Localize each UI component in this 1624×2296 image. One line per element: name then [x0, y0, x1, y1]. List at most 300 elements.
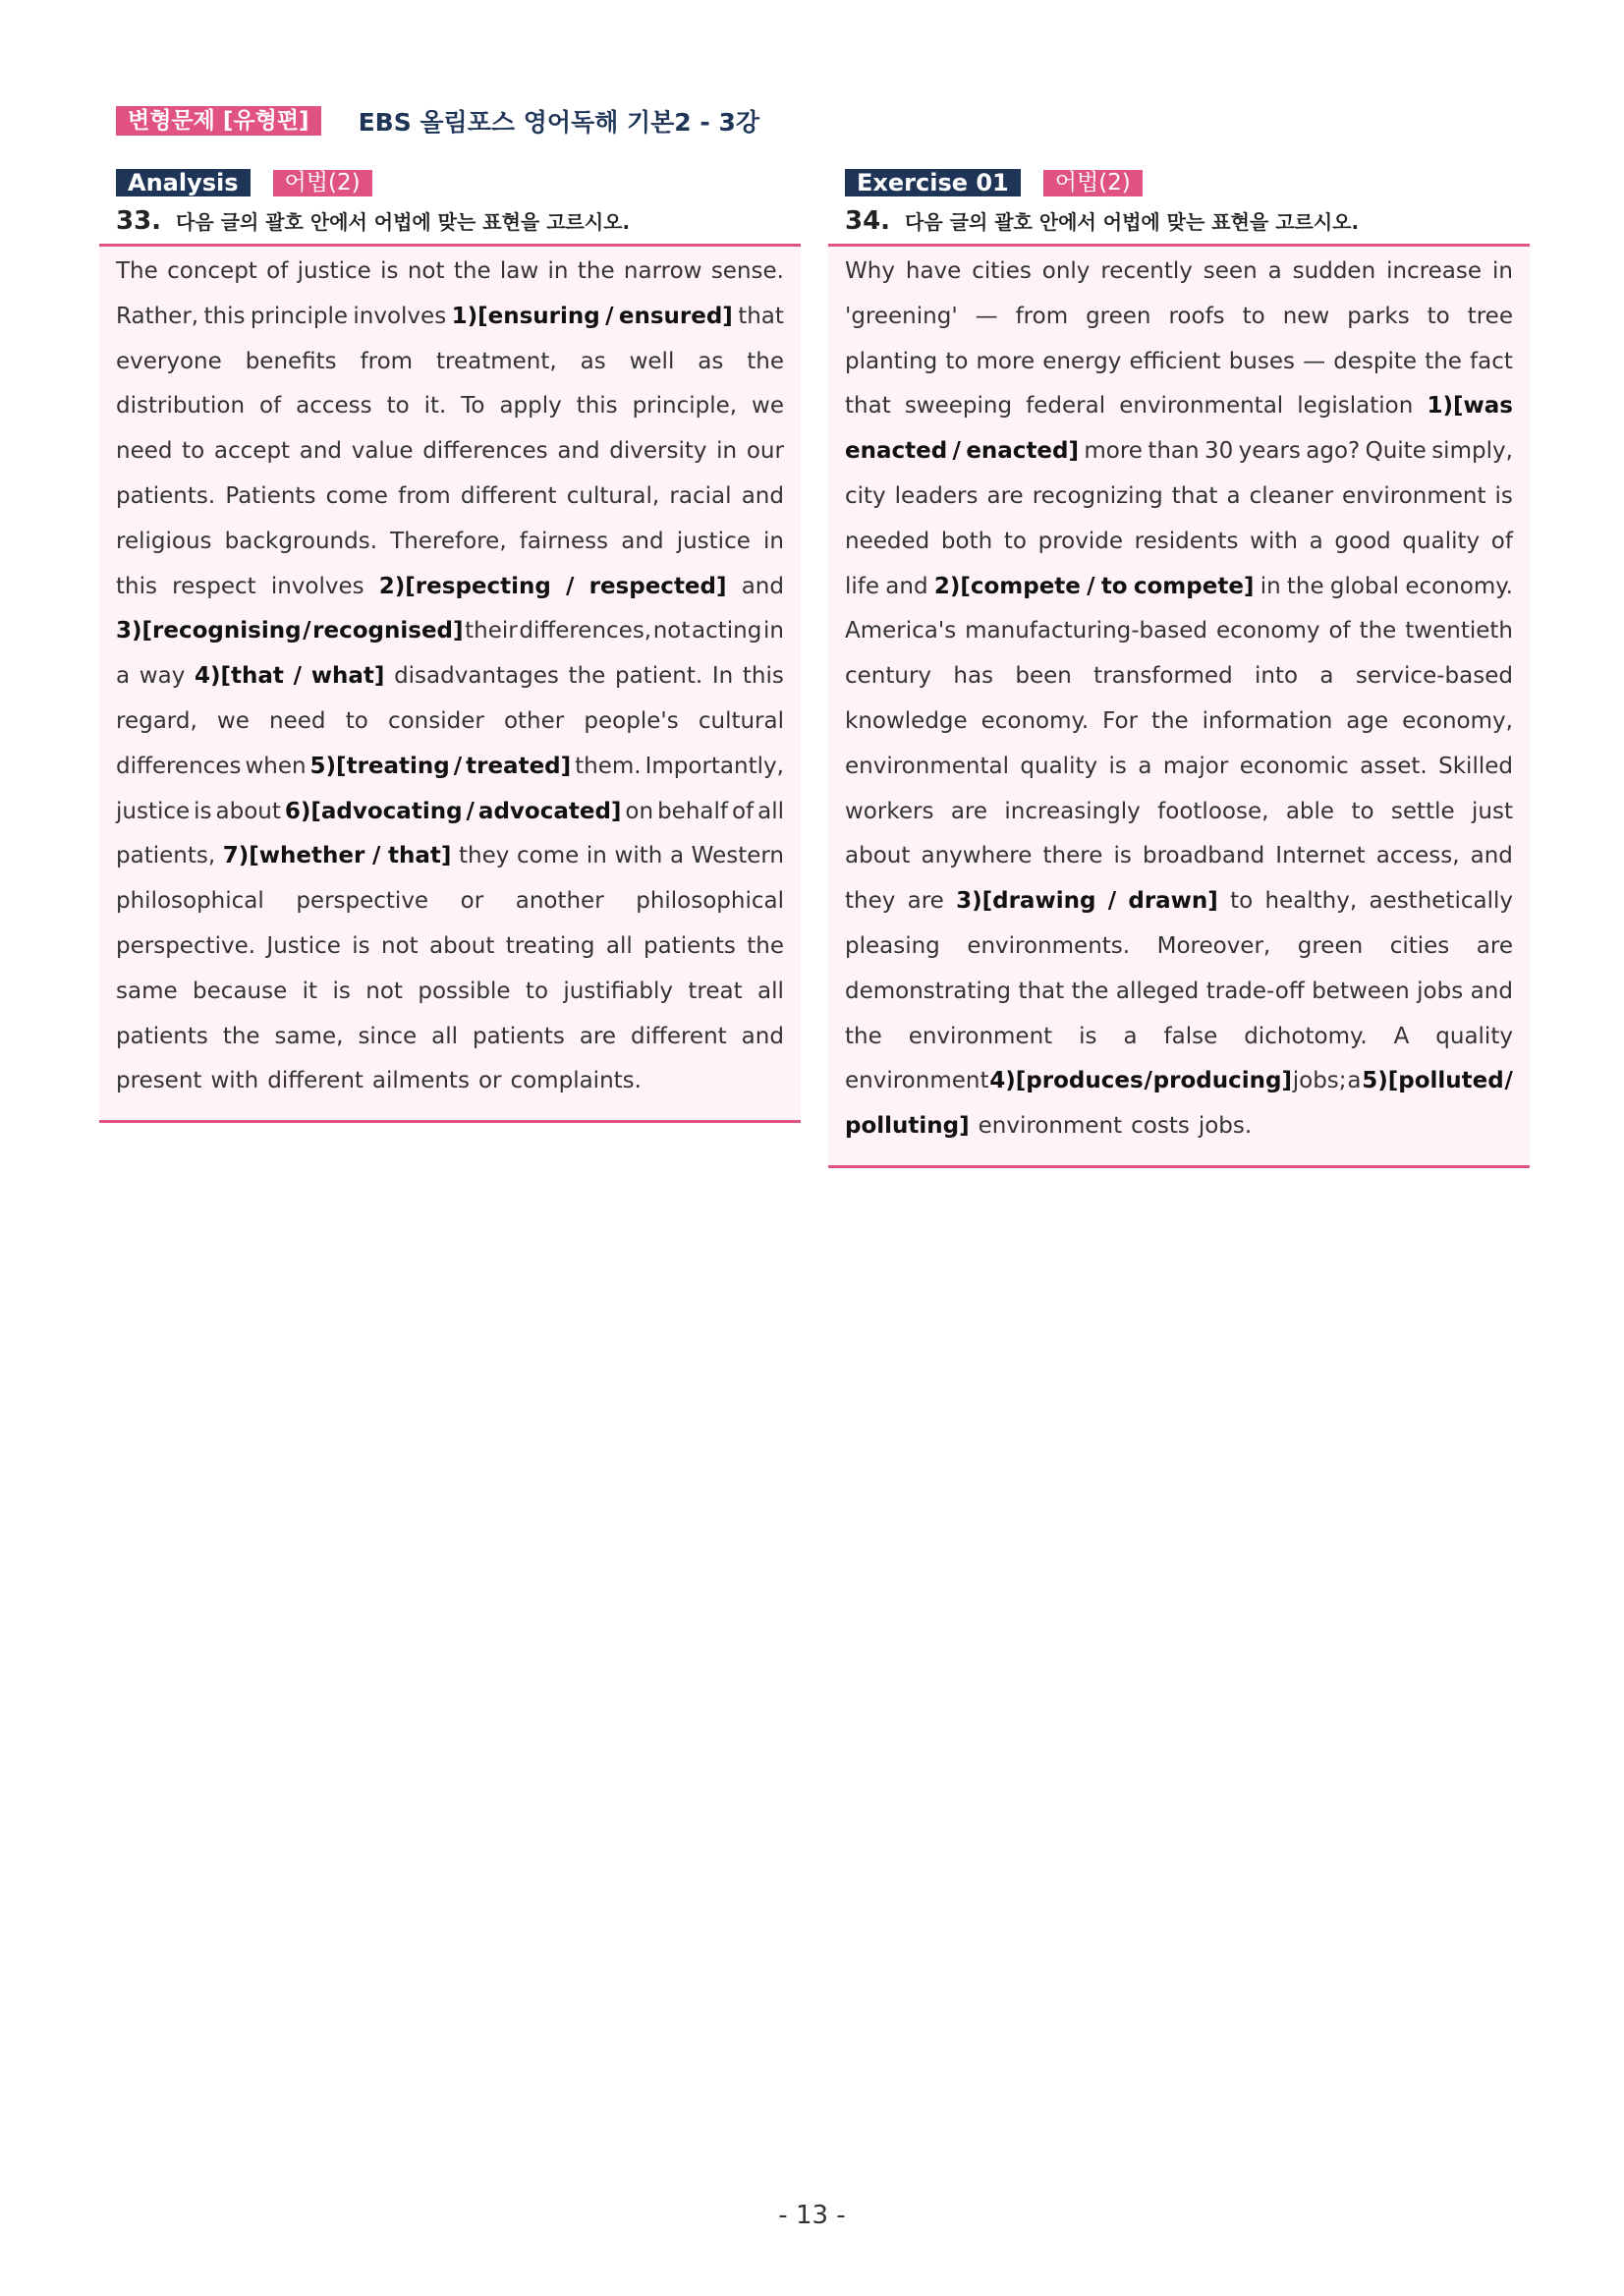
passage-word: same	[116, 978, 178, 1004]
passage-word: transformed	[1093, 663, 1233, 690]
passage-word: environmental	[1119, 393, 1284, 420]
passage-word: is	[352, 932, 370, 959]
answer-choice: /	[566, 573, 575, 599]
passage-line	[845, 700, 1513, 745]
answer-choice: what]	[310, 663, 385, 690]
passage-word: green	[1086, 303, 1151, 329]
answer-choice: /	[1144, 1068, 1152, 1094]
passage-word: planting	[845, 348, 938, 374]
passage-word: this	[576, 393, 618, 420]
answer-choice: drawn]	[1128, 888, 1218, 915]
passage-word: because	[193, 978, 288, 1004]
passage-word: life	[845, 573, 880, 599]
passage-word: this	[203, 303, 246, 329]
passage-word: between	[1312, 978, 1410, 1004]
passage-word: in	[716, 438, 738, 465]
passage-word: justice	[676, 528, 751, 554]
passage-word: not	[365, 978, 403, 1004]
exercise-tag: Exercise 01	[845, 169, 1021, 196]
passage-word: different	[460, 482, 557, 509]
passage-word: not	[381, 932, 419, 959]
passage-word: is	[332, 978, 351, 1004]
passage-word: quality	[1020, 753, 1098, 779]
passage-word: cultural,	[566, 482, 660, 509]
answer-choice: respected]	[588, 573, 727, 599]
passage-word: the	[1425, 348, 1462, 374]
passage-word: the	[1359, 618, 1397, 644]
passage-word: when	[245, 753, 307, 779]
passage-word: with	[614, 843, 663, 869]
answer-choice: advocated]	[477, 798, 622, 824]
passage-line	[116, 384, 784, 429]
passage-word: different	[631, 1023, 727, 1049]
answer-choice: treated]	[466, 753, 572, 779]
passage-word: all	[757, 798, 784, 824]
passage-word: Skilled	[1438, 753, 1513, 779]
answer-choice: 1)[ensuring	[451, 303, 600, 329]
passage-word: of	[731, 798, 755, 824]
analysis-tag: Analysis	[116, 169, 251, 196]
answer-choice: 5)[treating	[309, 753, 450, 779]
passage-word: cities	[1389, 932, 1450, 959]
passage-word: the	[1071, 978, 1109, 1004]
passage-word: green	[1297, 932, 1364, 959]
passage-word: has	[953, 663, 994, 690]
passage-word: In	[711, 663, 734, 690]
passage-word: people's	[584, 707, 679, 734]
passage-word: a	[1226, 482, 1241, 509]
passage-word: from	[1015, 303, 1069, 329]
passage-word: environment	[845, 1068, 989, 1094]
passage-word: about	[429, 932, 495, 959]
passage-word: of	[1490, 528, 1513, 554]
question-text: 다음 글의 괄호 안에서 어법에 맞는 표현을 고르시오.	[905, 210, 1360, 234]
passage-word: manufacturing-based	[965, 618, 1207, 644]
passage-word: fact	[1470, 348, 1513, 374]
passage-word: narrow	[623, 258, 702, 284]
passage-word: jobs.	[1198, 1113, 1253, 1140]
passage-line	[845, 429, 1513, 475]
passage-word: justifiably	[563, 978, 673, 1004]
passage-word: federal	[1026, 393, 1106, 420]
passage-word: of	[266, 258, 289, 284]
header-title: EBS 올림포스 영어독해 기본2 - 3강	[358, 108, 760, 137]
answer-choice: /	[1107, 888, 1117, 915]
passage-word: behalf	[657, 798, 728, 824]
passage-word: false	[1163, 1023, 1218, 1049]
passage-word: access	[296, 393, 372, 420]
passage-word: environments.	[967, 932, 1131, 959]
passage-word: justice	[116, 798, 191, 824]
passage-line	[845, 745, 1513, 790]
passage-word: Patients	[225, 482, 316, 509]
passage-word: aesthetically	[1369, 888, 1513, 915]
passage-word: Justice	[266, 932, 341, 959]
passage-word: with	[210, 1068, 259, 1094]
passage-word: America's	[845, 618, 957, 644]
passage-word: it.	[423, 393, 447, 420]
passage-word: patients,	[116, 843, 216, 869]
answer-choice: /	[605, 303, 614, 329]
passage-word: a	[1123, 1023, 1138, 1049]
passage-word: religious	[116, 528, 212, 554]
passage-word: perspective.	[116, 932, 256, 959]
passage-word: benefits	[245, 348, 337, 374]
passage-word: twentieth	[1405, 618, 1513, 644]
passage-line	[845, 520, 1513, 565]
passage-word: residents	[1134, 528, 1239, 554]
passage-line	[116, 970, 784, 1015]
header	[116, 106, 759, 136]
passage-word: environment	[978, 1113, 1123, 1140]
passage-word: fairness	[519, 528, 609, 554]
passage-word: recently	[1100, 258, 1193, 284]
passage-word: both	[940, 528, 993, 554]
passage-word: about	[215, 798, 281, 824]
passage-line	[845, 384, 1513, 429]
answer-choice: enacted]	[966, 438, 1080, 465]
passage-word: a	[1309, 528, 1323, 554]
passage-line	[116, 1015, 784, 1060]
passage-word: in	[1491, 258, 1513, 284]
passage-word: we	[752, 393, 784, 420]
passage-word: all	[431, 1023, 459, 1049]
passage-word: able	[1285, 798, 1335, 824]
passage-word: trade-off	[1205, 978, 1305, 1004]
passage-word: are	[986, 482, 1024, 509]
passage-word: principle	[250, 303, 349, 329]
passage-line	[845, 790, 1513, 835]
passage-word: possible	[418, 978, 511, 1004]
passage-word: to	[1003, 528, 1027, 554]
passage-word: Internet	[1275, 843, 1366, 869]
passage-word: from	[398, 482, 451, 509]
passage-word: racial	[669, 482, 732, 509]
passage-word: apply	[499, 393, 562, 420]
passage-word: them.	[575, 753, 642, 779]
passage-word: that	[738, 303, 784, 329]
passage-word: of	[1328, 618, 1351, 644]
passage-line	[116, 1059, 784, 1104]
passage-word: demonstrating	[845, 978, 1011, 1004]
left-column	[99, 169, 801, 1123]
passage-word: concept	[167, 258, 257, 284]
passage-word: in	[762, 618, 784, 644]
passage-word: this	[116, 573, 157, 599]
passage-word: service-based	[1355, 663, 1513, 690]
passage-word: the	[747, 932, 784, 959]
passage-word: accept	[213, 438, 291, 465]
passage-word: philosophical	[636, 888, 784, 915]
passage-word: the	[453, 258, 491, 284]
answer-choice: /	[1504, 1068, 1513, 1094]
passage-word: this	[742, 663, 784, 690]
passage-line	[116, 565, 784, 610]
passage-word: environment	[908, 1023, 1053, 1049]
answer-choice: /	[371, 843, 381, 869]
passage-word: or	[460, 888, 484, 915]
passage-word: Importantly,	[644, 753, 784, 779]
question-number: 33.	[116, 206, 162, 236]
passage-word: major	[1162, 753, 1229, 779]
passage-line	[116, 429, 784, 475]
passage-word: another	[515, 888, 604, 915]
passage-word: they	[845, 888, 896, 915]
passage-word: environment	[1342, 482, 1486, 509]
passage-word: and	[1470, 978, 1513, 1004]
passage-word: efficient	[1129, 348, 1221, 374]
passage-word: the	[222, 1023, 260, 1049]
passage-word: economy,	[1402, 707, 1513, 734]
passage-word: sudden	[1292, 258, 1376, 284]
passage-word: the	[568, 663, 606, 690]
answer-choice: /	[453, 753, 463, 779]
passage-line	[845, 1015, 1513, 1060]
passage-word: provide	[1037, 528, 1123, 554]
passage-word: law	[499, 258, 539, 284]
passage-word: consider	[387, 707, 484, 734]
passage-word: in	[586, 843, 607, 869]
passage-word: as	[698, 348, 724, 374]
passage-word: and	[621, 528, 664, 554]
passage-word: ago?	[1306, 438, 1361, 465]
passage-line	[845, 970, 1513, 1015]
passage-word: backgrounds.	[224, 528, 378, 554]
passage-word: century	[845, 663, 932, 690]
passage-word: and	[741, 1023, 784, 1049]
passage-word: it	[302, 978, 318, 1004]
passage-word: come	[325, 482, 388, 509]
passage-line	[116, 879, 784, 924]
passage-line	[116, 745, 784, 790]
passage-word: environmental	[845, 753, 1009, 779]
passage-word: good	[1334, 528, 1391, 554]
passage-word: way	[139, 663, 186, 690]
passage-line	[845, 250, 1513, 295]
passage-line	[116, 654, 784, 700]
passage-word: need	[269, 707, 326, 734]
passage-word: a	[669, 843, 685, 869]
passage-line	[116, 834, 784, 879]
passage-line	[845, 654, 1513, 700]
passage-word: patients.	[116, 482, 216, 509]
answer-choice: /	[952, 438, 961, 465]
passage-line	[116, 250, 784, 295]
passage-word: principle,	[632, 393, 738, 420]
passage-word: Moreover,	[1156, 932, 1271, 959]
passage-word: a	[1319, 663, 1334, 690]
passage-word: treatment,	[436, 348, 557, 374]
passage-word: a	[1267, 258, 1282, 284]
passage-line	[845, 340, 1513, 385]
passage-word: the	[845, 1023, 882, 1049]
answer-choice: 4)[that	[195, 663, 284, 690]
passage-word: increase	[1386, 258, 1483, 284]
passage-word: justice	[297, 258, 371, 284]
passage-word: not	[407, 258, 445, 284]
passage-word: sweeping	[904, 393, 1013, 420]
answer-choice: 3)[recognising	[116, 618, 302, 644]
passage-word: simply,	[1431, 438, 1513, 465]
passage-word: The	[116, 258, 158, 284]
passage-word: to	[182, 438, 205, 465]
passage-word: buses	[1228, 348, 1295, 374]
passage-word: new	[1282, 303, 1330, 329]
question-33	[116, 202, 801, 240]
passage-word: come	[517, 843, 580, 869]
passage-word: all	[605, 932, 633, 959]
passage-word: and	[741, 482, 784, 509]
passage-word: and	[299, 438, 343, 465]
answer-choice: /	[1087, 573, 1095, 599]
passage-word: is	[194, 798, 212, 824]
passage-line	[845, 295, 1513, 340]
passage-word: —	[1303, 348, 1326, 374]
passage-word: everyone	[116, 348, 222, 374]
passage-word: energy	[1042, 348, 1122, 374]
passage-word: is	[1113, 843, 1132, 869]
passage-word: just	[1472, 798, 1513, 824]
passage-word: pleasing	[845, 932, 940, 959]
passage-word: footloose,	[1157, 798, 1269, 824]
passage-word: legislation	[1297, 393, 1414, 420]
passage-line	[116, 340, 784, 385]
passage-word: cleaner	[1249, 482, 1334, 509]
passage-line	[116, 609, 784, 654]
passage-word: disadvantages	[394, 663, 559, 690]
passage-word: information	[1202, 707, 1333, 734]
passage-word: need	[116, 438, 173, 465]
passage-word: into	[1255, 663, 1299, 690]
passage-line	[116, 520, 784, 565]
passage-word: to	[1427, 303, 1450, 329]
passage-word: To	[461, 393, 485, 420]
passage-word: perspective	[296, 888, 429, 915]
passage-word: workers	[845, 798, 934, 824]
passage-word: years	[1238, 438, 1301, 465]
passage-word: distribution	[116, 393, 246, 420]
answer-choice: polluting]	[845, 1113, 970, 1140]
passage-word: patients	[116, 1023, 208, 1049]
passage-word: to	[945, 348, 969, 374]
passage-word: a	[1138, 753, 1152, 779]
passage-word: roofs	[1168, 303, 1225, 329]
answer-choice: /	[303, 618, 311, 644]
passage-word: more	[1084, 438, 1143, 465]
passage-line	[116, 790, 784, 835]
passage-line	[845, 1104, 1513, 1149]
passage-word: are	[907, 888, 944, 915]
passage-word: needed	[845, 528, 930, 554]
passage-word: patients	[473, 1023, 565, 1049]
passage-word: to	[1230, 888, 1254, 915]
passage-word: their	[465, 618, 518, 644]
passage-word: there	[1042, 843, 1103, 869]
answer-choice: 4)[produces	[989, 1068, 1144, 1094]
answer-choice: ensured]	[618, 303, 733, 329]
passage-word: costs	[1131, 1113, 1190, 1140]
passage-box	[99, 244, 801, 1123]
passage-word: alleged	[1115, 978, 1200, 1004]
passage-word: the	[577, 258, 615, 284]
passage-word: to	[345, 707, 368, 734]
passage-word: to	[1242, 303, 1265, 329]
passage-word: and	[557, 438, 600, 465]
passage-word: in	[547, 258, 569, 284]
passage-word: and	[885, 573, 928, 599]
passage-word: or	[477, 1068, 502, 1094]
passage-word: differences	[422, 438, 548, 465]
passage-word: economy.	[1405, 573, 1513, 599]
passage-word: economic	[1239, 753, 1349, 779]
grammar-tag: 어법(2)	[273, 170, 372, 196]
passage-word: cities	[972, 258, 1032, 284]
passage-word: increasingly	[1004, 798, 1141, 824]
passage-word: than	[1148, 438, 1200, 465]
passage-word: diversity	[609, 438, 707, 465]
passage-line	[845, 1059, 1513, 1104]
passage-word: involves	[353, 303, 447, 329]
passage-word: Western	[691, 843, 784, 869]
passage-word: is	[380, 258, 399, 284]
passage-word: that	[1171, 482, 1218, 509]
passage-word: our	[746, 438, 784, 465]
passage-word: global	[1329, 573, 1400, 599]
passage-word: a	[116, 663, 131, 690]
passage-word: are	[1476, 932, 1513, 959]
passage-word: Why	[845, 258, 895, 284]
passage-word: treat	[688, 978, 743, 1004]
answer-choice: producing]	[1152, 1068, 1292, 1094]
passage-word: to	[386, 393, 410, 420]
passage-word: all	[757, 978, 784, 1004]
answer-choice: 5)[polluted	[1362, 1068, 1504, 1094]
passage-word: differences	[116, 753, 242, 779]
passage-word: leaders	[894, 482, 979, 509]
passage-word: in	[1260, 573, 1281, 599]
passage-word: is	[1494, 482, 1513, 509]
passage-word: healthy,	[1264, 888, 1358, 915]
passage-word: that	[845, 393, 891, 420]
question-text: 다음 글의 괄호 안에서 어법에 맞는 표현을 고르시오.	[176, 210, 631, 234]
passage-word: we	[216, 707, 250, 734]
answer-choice: 2)[respecting	[378, 573, 551, 599]
passage-word: patients	[644, 932, 736, 959]
passage-word: quality	[1402, 528, 1481, 554]
passage-word: since	[358, 1023, 418, 1049]
passage-word: present	[116, 1068, 202, 1094]
passage-word: 30	[1204, 438, 1234, 465]
passage-word: recognizing	[1032, 482, 1163, 509]
passage-word: the	[1286, 573, 1324, 599]
passage-word: with	[1250, 528, 1298, 554]
question-number: 34.	[845, 206, 891, 236]
right-tag-row	[845, 169, 1530, 196]
passage-word: parks	[1347, 303, 1410, 329]
passage-word: on	[625, 798, 654, 824]
passage-word: from	[360, 348, 414, 374]
page-number: - 13 -	[778, 2201, 846, 2230]
answer-choice: recognised]	[312, 618, 464, 644]
passage-word: value	[351, 438, 414, 465]
passage-word: about	[845, 843, 911, 869]
passage-word: treating	[505, 932, 595, 959]
answer-choice: /	[466, 798, 475, 824]
answer-choice: enacted	[845, 438, 948, 465]
passage-word: to	[1351, 798, 1374, 824]
passage-word: more	[976, 348, 1036, 374]
left-tag-row	[116, 169, 801, 196]
